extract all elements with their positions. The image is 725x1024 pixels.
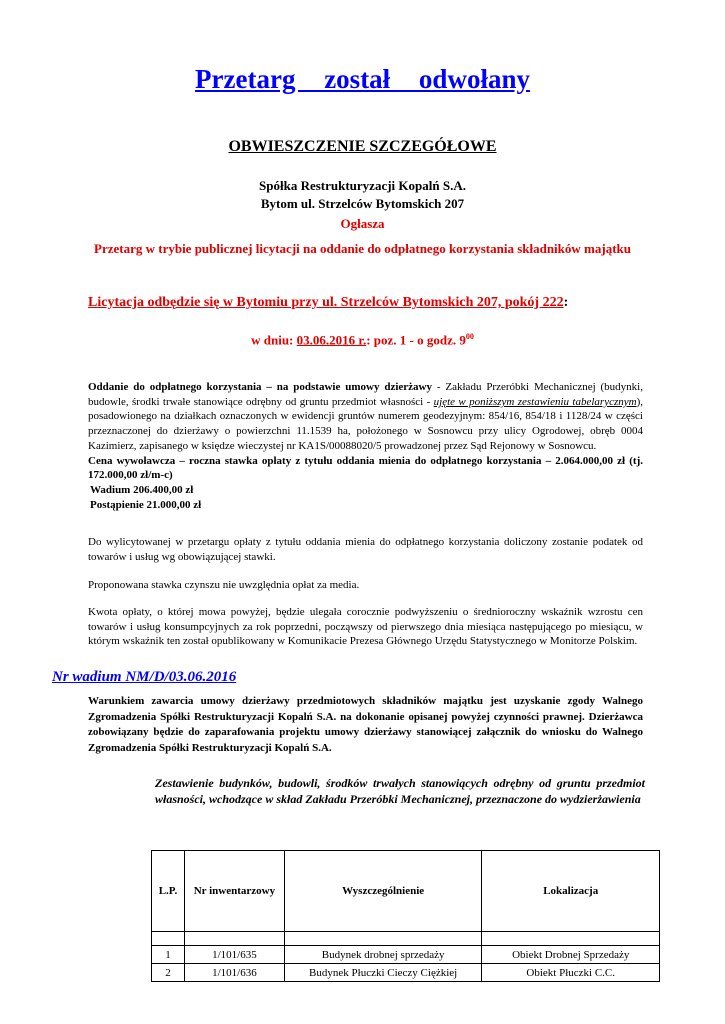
company-block [0,177,725,213]
header-description: Wyszczególnienie [284,851,482,932]
table-spacer-row [152,932,660,946]
header-lp: L.P. [152,851,185,932]
cell-description: Budynek drobnej sprzedaży [284,946,482,964]
lease-description [88,380,643,512]
cell-inventory-no: 1/101/636 [184,964,284,982]
lease-table-reference: ujęte w poniższym zestawieniu tabelarycznym [433,395,637,408]
conditions-paragraph: Warunkiem zawarcia umowy dzierżawy przedmiotowych składników majątku jest uzyskanie zgody Walnego Zgromadzenia Spółki Restrukturyzacji Kopalń S.A. na dokonanie opisanej powyżej czynności prawnej. Dzierżawca zobowiązany będzie do zaparafowania projektu umowy dzierżawy stanowiącej załącznik do wniosku do Walnego Zgromadzenia Spółki Restrukturyzacji Kopalń S.A. [88,695,643,754]
table-row [152,946,660,964]
cell-description: Budynek Płuczki Cieczy Ciężkiej [284,964,482,982]
cell-location: Obiekt Płuczki C.C. [482,964,660,982]
vat-note: Do wylicytowanej w przetargu opłaty z tytułu oddania mienia do odpłatnego korzystania doliczony zostanie podatek od towarów i usług wg obowiązującej stawki. [88,536,643,563]
notice-heading: OBWIESZCZENIE SZCZEGÓŁOWE [228,138,497,155]
date-suffix: : poz. 1 - o godz. 9 [366,332,466,348]
page-title: Przetarg został odwołany [195,64,530,94]
lease-text-1: - Zakładu Przeróbki Mechanicznej (budynki, budowle, środki trwałe stanowiące odrębny od gruntu przedmiot własności - [88,381,643,408]
media-note: Proponowana stawka czynszu nie uwzględnia opłat za media. [88,579,360,591]
indexation-note: Kwota opłaty, o której mowa powyżej, będzie ulegała corocznie podwyższeniu o średnioroczny wskaźnik wzrostu cen towarów i usług konsumpcyjnych za rok poprzedni, począwszy od pierwszego dnia miesiąca następującego po miesiącu, w którym wskaźnik ten został opublikowany w Komunikacie Prezesa Głównego Urzędu Statystycznego w Monitorze Polskim. [88,606,643,648]
cell-location: Obiekt Drobnej Sprzedaży [482,946,660,964]
auction-place-text: Licytacja odbędzie się w Bytomiu przy ul. Strzelców Bytomskich 207, pokój 222 [88,295,564,310]
date-minutes: 00 [465,332,474,341]
lease-text-2: ), posadowionego na działkach oznaczonych w ewidencji gruntów numerem geodezyjnym: 854/16, 854/18 i 1128/24 w części przeznaczonej do dzierżawy o powierzchni 11.1539 ha, położonego w Sosnowcu przy ulicy Ogrodowej, obręb 0004 Kazimierz, zapisanego w księdze wieczystej nr KA1S/00088020/5 prowadzonej przez Sąd Rejonowy w Sosnowcu. [88,395,643,452]
auction-date [0,332,725,348]
header-location: Lokalizacja [482,851,660,932]
auction-place-colon: : [563,295,569,310]
auction-place [88,295,568,311]
table-header-row [152,851,660,932]
header-inventory-no: Nr inwentarzowy [184,851,284,932]
date-prefix: w dniu: [251,332,294,348]
cell-inventory-no: 1/101/635 [184,946,284,964]
company-name: Spółka Restrukturyzacji Kopalń S.A. [259,178,466,193]
announces-label: Ogłasza [340,216,385,231]
company-address: Bytom ul. Strzelców Bytomskich 207 [260,196,465,211]
lease-lead: Oddanie do odpłatnego korzystania – na podstawie umowy dzierżawy [88,381,432,393]
summary-title: Zestawienie budynków, budowli, środków trwałych stanowiących odrębny od gruntu przedmiot własności, wchodzące w skład Zakładu Przeróbki Mechanicznej, przeznaczone do wydzierżawienia [155,776,645,806]
cell-lp: 1 [152,946,185,964]
tender-description: Przetarg w trybie publicznej licytacji na oddanie do odpłatnego korzystania składników majątku [94,241,631,256]
deposit-number: Nr wadium NM/D/03.06.2016 [52,669,237,685]
date-day: 03.06.2016 r. [296,332,367,348]
cell-lp: 2 [152,964,185,982]
deposit-amount: Wadium 206.400,00 zł [90,483,194,496]
starting-price: Cena wywoławcza – roczna stawka opłaty z tytułu oddania mienia do odpłatnego korzystania – 2.064.000,00 zł (tj. 172.000,00 zł/m-c) [88,454,643,482]
increment-amount: Postąpienie 21.000,00 zł [90,498,202,511]
table-row [152,964,660,982]
assets-table [151,850,660,982]
